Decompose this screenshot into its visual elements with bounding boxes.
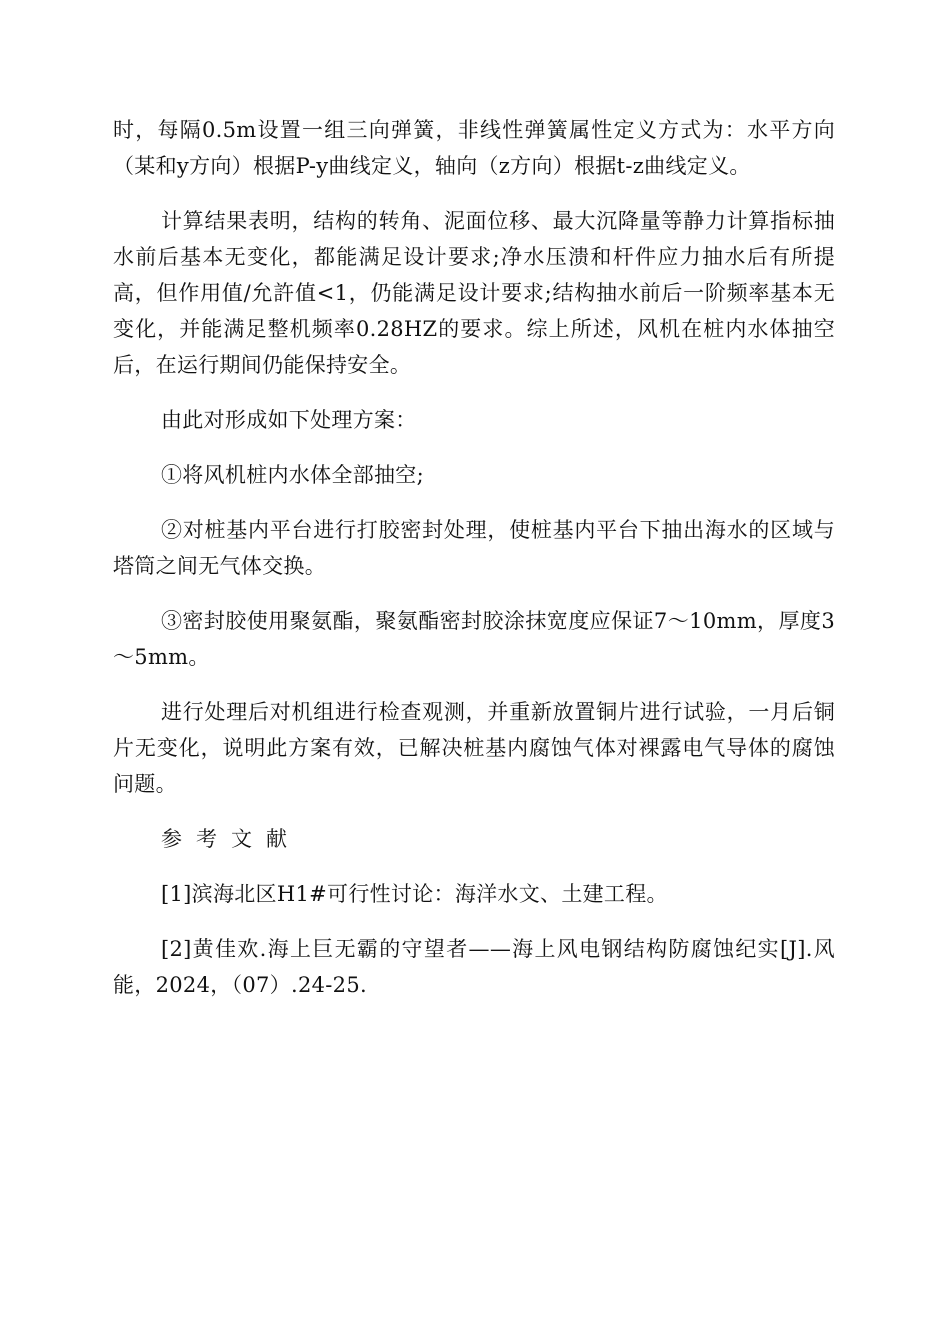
paragraph-continuation: 时，每隔0.5m设置一组三向弹簧，非线性弹簧属性定义方式为：水平方向（某和y方向）根据P-y曲线定义，轴向（z方向）根据t-z曲线定义。	[113, 118, 835, 178]
paragraph-solution-intro: 由此对形成如下处理方案：	[161, 408, 417, 432]
list-item-step-1: ①将风机桩内水体全部抽空;	[161, 463, 424, 487]
references-heading: 参考文献	[161, 827, 301, 851]
paragraph-conclusion: 进行处理后对机组进行检查观测，并重新放置铜片进行试验，一月后铜片无变化，说明此方案有效，已解决桩基内腐蚀气体对裸露电气导体的腐蚀问题。	[113, 700, 835, 796]
paragraph-results: 计算结果表明，结构的转角、泥面位移、最大沉降量等静力计算指标抽水前后基本无变化，都能满足设计要求;净水压溃和杆件应力抽水后有所提高，但作用值/允許值<1，仍能满足设计要求;结构抽水前后一阶频率基本无变化，并能满足整机频率0.28HZ的要求。综上所述，风机在桩内水体抽空后，在运行期间仍能保持安全。	[113, 209, 835, 377]
reference-item: [1]滨海北区H1#可行性讨论：海洋水文、土建工程。	[161, 882, 668, 906]
list-item-step-2: ②对桩基内平台进行打胶密封处理，使桩基内平台下抽出海水的区域与塔筒之间无气体交换。	[113, 518, 835, 578]
document-page	[113, 112, 835, 1003]
list-item-step-3: ③密封胶使用聚氨酯，聚氨酯密封胶涂抹宽度应保证7～10mm，厚度3～5mm。	[113, 609, 835, 669]
reference-item: [2]黄佳欢.海上巨无霸的守望者——海上风电钢结构防腐蚀纪实[J].风能，2024，（07）.24-25.	[113, 937, 835, 997]
